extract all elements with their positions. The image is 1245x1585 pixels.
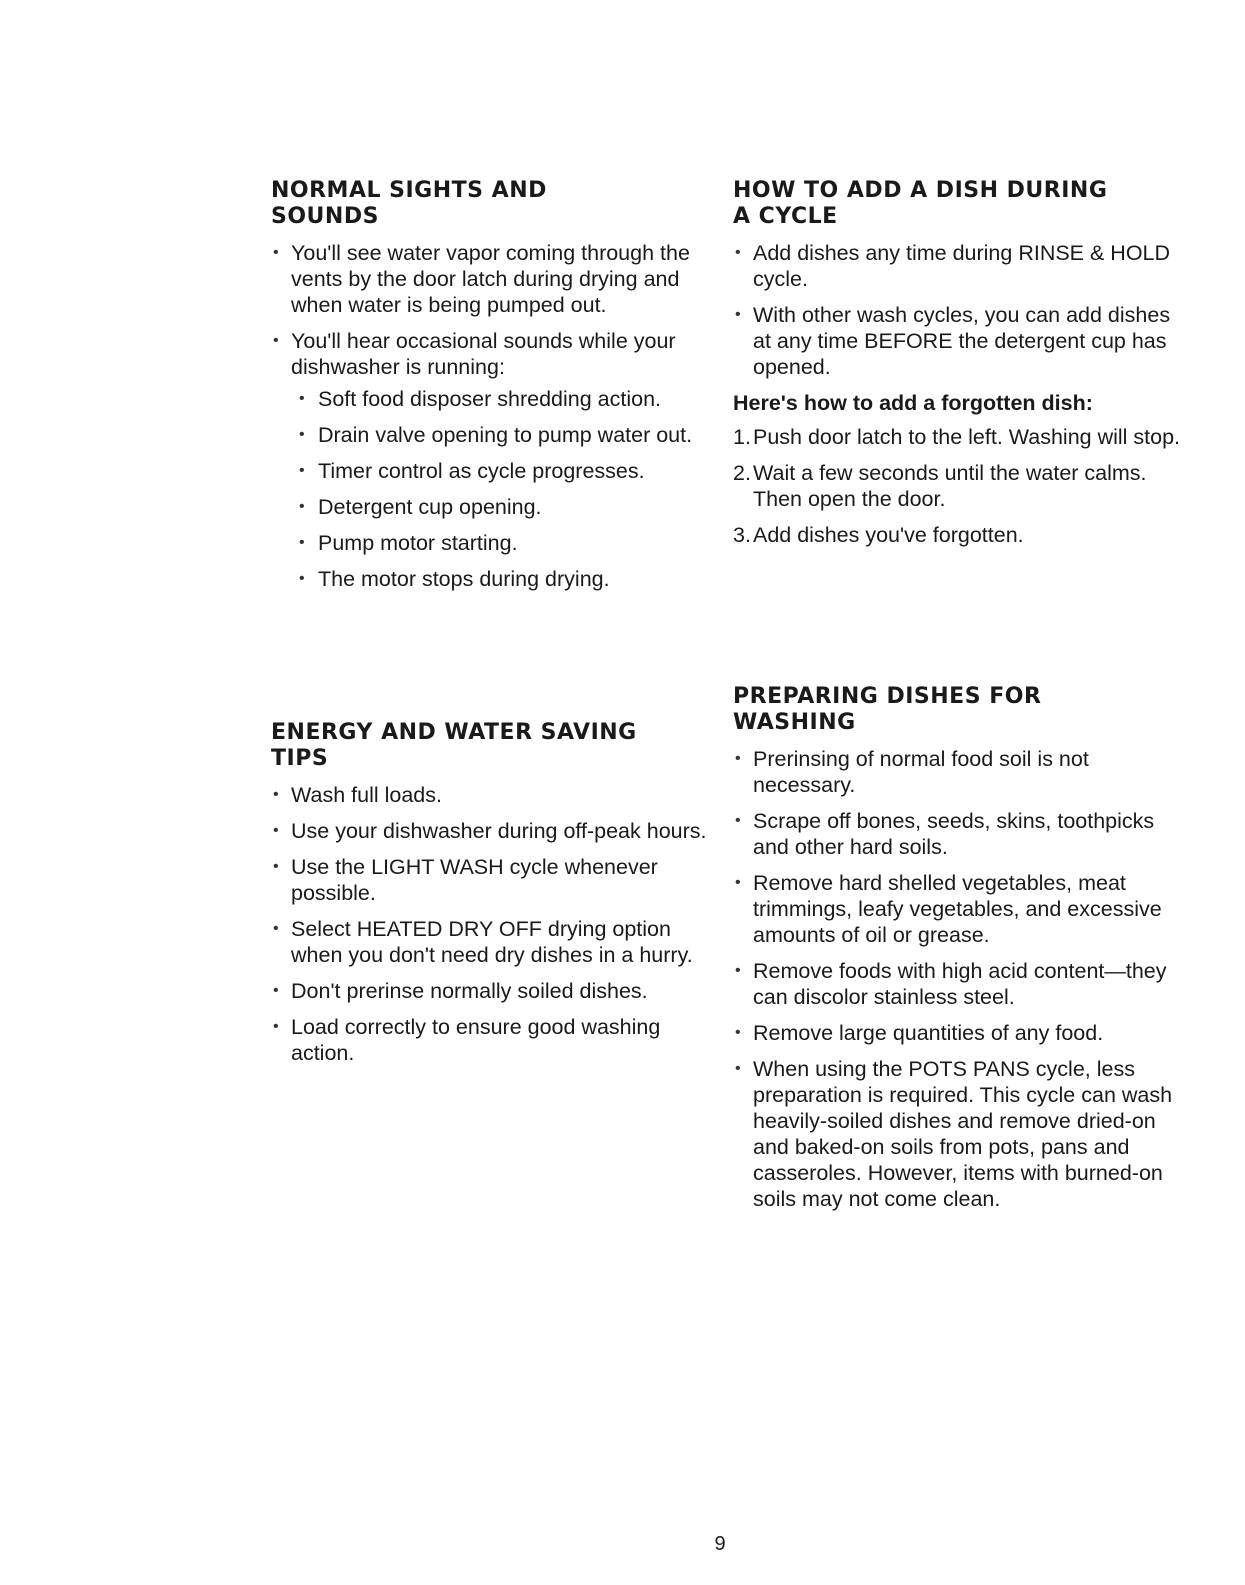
step-text: Wait a few seconds until the water calms. Then open the door. bbox=[753, 461, 1147, 511]
step-text: Push door latch to the left. Washing will stop. bbox=[753, 425, 1181, 449]
list-item bbox=[271, 328, 721, 592]
heading-line: HOW TO ADD A DISH DURING bbox=[733, 178, 1108, 203]
list-item: • Remove hard shelled vegetables, meat trimmings, leafy vegetables, and excessive amounts of oil or grease. bbox=[733, 870, 1183, 948]
list-item: • Scrape off bones, seeds, skins, toothpicks and other hard soils. bbox=[733, 808, 1183, 860]
page-number: 9 bbox=[714, 1533, 726, 1555]
list-item: • Use your dishwasher during off-peak hours. bbox=[271, 818, 721, 844]
heading-line: NORMAL SIGHTS AND bbox=[271, 178, 547, 203]
sub-list-item: • Drain valve opening to pump water out. bbox=[291, 422, 721, 448]
sub-list-item: • Soft food disposer shredding action. bbox=[291, 386, 721, 412]
heading-line: ENERGY AND WATER SAVING bbox=[271, 720, 637, 745]
preparing-dishes-list bbox=[733, 746, 1183, 1212]
list-item: • Prerinsing of normal food soil is not necessary. bbox=[733, 746, 1183, 798]
list-item: • You'll see water vapor coming through the vents by the door latch during drying and when water is being pumped out. bbox=[271, 240, 721, 318]
list-item: • Remove foods with high acid content—they can discolor stainless steel. bbox=[733, 958, 1183, 1010]
sub-list-item: • The motor stops during drying. bbox=[291, 566, 721, 592]
forgotten-dish-steps bbox=[733, 424, 1183, 548]
energy-tips-list bbox=[271, 782, 721, 1066]
list-item: • Wash full loads. bbox=[271, 782, 721, 808]
list-item: • Load correctly to ensure good washing action. bbox=[271, 1014, 721, 1066]
heading-line: PREPARING DISHES FOR bbox=[733, 684, 1042, 709]
normal-sights-list bbox=[271, 240, 721, 592]
sounds-sublist bbox=[291, 386, 721, 592]
step-number: 1. bbox=[733, 425, 751, 449]
list-item: • Select HEATED DRY OFF drying option when you don't need dry dishes in a hurry. bbox=[271, 916, 721, 968]
forgotten-dish-subheading: Here's how to add a forgotten dish: bbox=[733, 391, 1093, 415]
preparing-dishes-section bbox=[733, 684, 1183, 1222]
list-item-text: You'll hear occasional sounds while your dishwasher is running: bbox=[291, 329, 676, 379]
heading-line: A CYCLE bbox=[733, 204, 838, 229]
normal-sights-section bbox=[271, 178, 721, 602]
list-item: • When using the POTS PANS cycle, less preparation is required. This cycle can wash heavily-soiled dishes and remove dried-on and baked-on soils from pots, pans and casseroles. However, items with burned-on soils may not come clean. bbox=[733, 1056, 1183, 1212]
step-item bbox=[733, 522, 1183, 548]
add-dish-list bbox=[733, 240, 1183, 380]
step-item bbox=[733, 424, 1183, 450]
energy-tips-heading bbox=[271, 720, 721, 772]
list-item: • Use the LIGHT WASH cycle whenever possible. bbox=[271, 854, 721, 906]
add-dish-heading bbox=[733, 178, 1183, 230]
sub-list-item: • Detergent cup opening. bbox=[291, 494, 721, 520]
normal-sights-heading bbox=[271, 178, 721, 230]
add-dish-section bbox=[733, 178, 1183, 558]
list-item: • Add dishes any time during RINSE & HOLD cycle. bbox=[733, 240, 1183, 292]
heading-line: SOUNDS bbox=[271, 204, 379, 229]
step-number: 3. bbox=[733, 523, 751, 547]
step-number: 2. bbox=[733, 461, 751, 485]
sub-list-item: • Timer control as cycle progresses. bbox=[291, 458, 721, 484]
list-item: • Remove large quantities of any food. bbox=[733, 1020, 1183, 1046]
list-item: • Don't prerinse normally soiled dishes. bbox=[271, 978, 721, 1004]
sub-list-item: • Pump motor starting. bbox=[291, 530, 721, 556]
list-item: • With other wash cycles, you can add dishes at any time BEFORE the detergent cup has opened. bbox=[733, 302, 1183, 380]
heading-line: TIPS bbox=[271, 746, 329, 771]
step-item bbox=[733, 460, 1183, 512]
step-text: Add dishes you've forgotten. bbox=[753, 523, 1024, 547]
heading-line: WASHING bbox=[733, 710, 856, 735]
energy-tips-section bbox=[271, 720, 721, 1076]
preparing-dishes-heading bbox=[733, 684, 1183, 736]
